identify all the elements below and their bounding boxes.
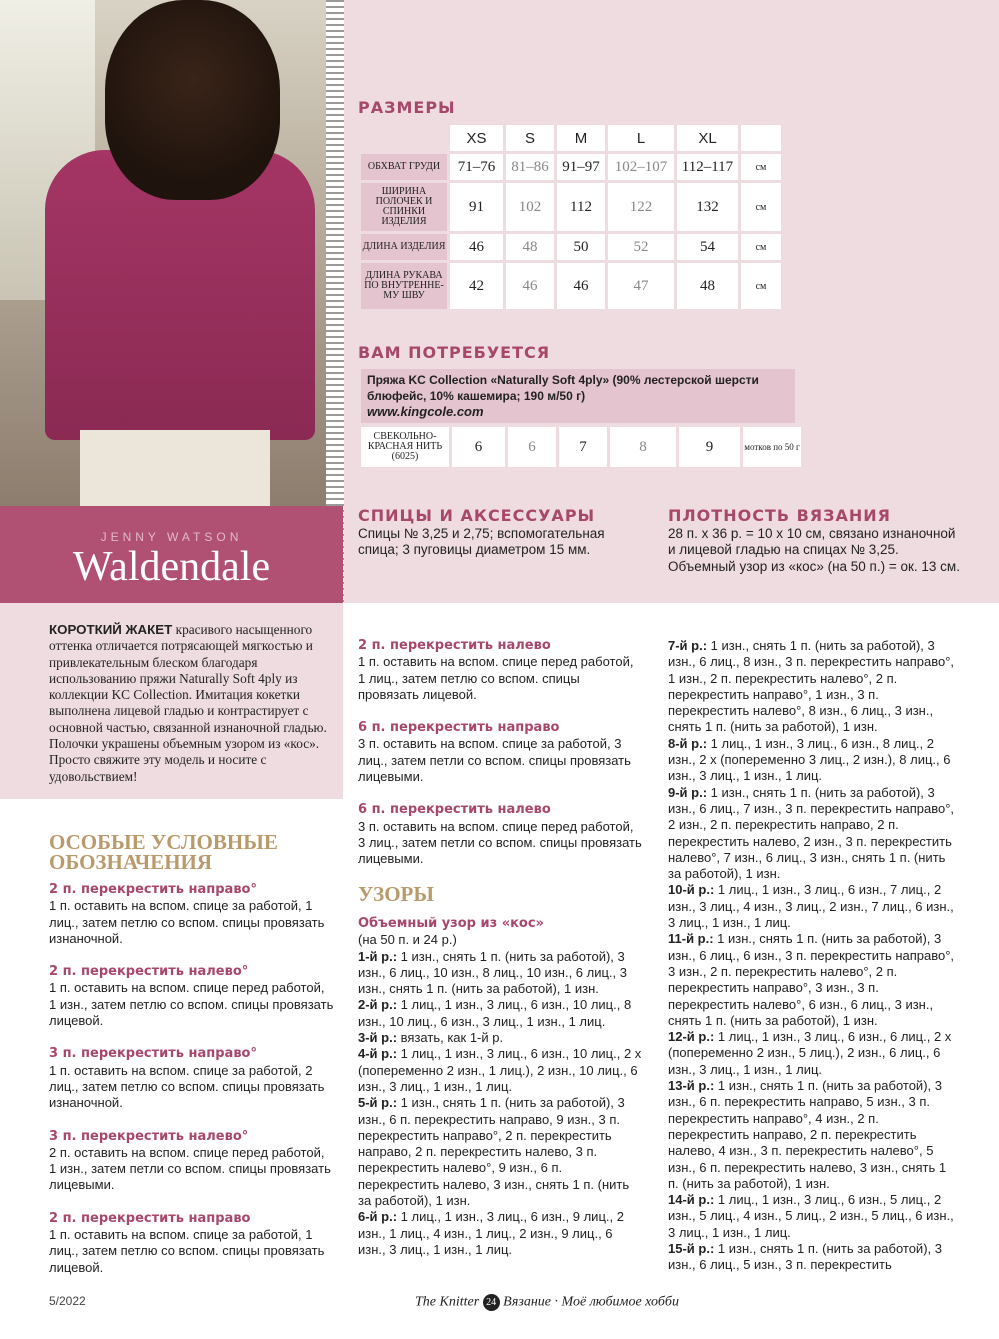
need-title: ВАМ ПОТРЕБУЕТСЯ — [358, 343, 551, 362]
pattern-subtitle: Объемный узор из «кос» — [358, 916, 544, 931]
pattern-row: 14-й р.: 1 лиц., 1 изн., 3 лиц., 6 изн., 5 лиц., 2 изн., 5 лиц., 4 изн., 5 лиц., 2 изн., 5 лиц., 6 изн., 3 лиц., 1 изн., 1 лиц. — [668, 1192, 954, 1240]
abbr-title: ОСОБЫЕ УСЛОВНЫЕ ОБОЗНАЧЕНИЯ — [49, 830, 278, 874]
abbr-item-desc: 1 п. оставить на вспом. спице за работой, 1 лиц., затем петлю со вспом. спицы провязать лицевой. — [49, 1227, 325, 1275]
abbr-item-name: 3 п. перекрестить направо° — [49, 1046, 257, 1062]
sizes-table: XS S M L XL ОБХВАТ ГРУДИ 71–76 81–86 91–97 102–107 112–117 см ШИРИНА ПОЛОЧЕК И СПИНКИ ИЗДЕЛИЯ 91 102 112 122 132 см ДЛИНА ИЗДЕЛИЯ 46 48 50 52 54 см ДЛИНА РУКАВА ПО ВНУТРЕННЕ-МУ ШВУ 42 46 46 47 48 см — [358, 122, 784, 312]
abbr-item-desc: 3 п. оставить на вспом. спице перед работой, 3 лиц., затем петли со вспом. спицы провязать лицевыми. — [358, 818, 642, 867]
abbr-item-desc: 1 п. оставить на вспом. спице перед работой, 1 изн., затем петлю со вспом. спицы провязать лицевой. — [49, 980, 334, 1029]
needles-title: СПИЦЫ И АКСЕССУАРЫ — [358, 506, 596, 525]
pattern-row: 11-й р.: 1 изн., снять 1 п. (нить за работой), 3 изн., 6 лиц., 6 изн., 3 п. перекрестить направо°, 3 изн., 2 п. перекрестить налево°, 2 п. перекрестить направо°, 3 изн., 3 п. перекрестить налево°, 6 изн., 6 лиц., 3 изн., снять 1 п. (нить за работой), 1 изн. — [668, 931, 955, 1028]
abbr-item-name: 2 п. перекрестить направо — [49, 1210, 251, 1226]
abbr-item-desc: 1 п. оставить на вспом. спице перед работой, 1 лиц., затем петлю со вспом. спицы провязать лицевой. — [358, 654, 634, 702]
abbr-item-name: 2 п. перекрестить направо° — [49, 882, 257, 897]
needles-text: Спицы № 3,25 и 2,75; вспомогательная спица; 3 пуговицы диаметром 15 мм. — [358, 526, 605, 558]
pattern-row: 12-й р.: 1 лиц., 1 изн., 3 лиц., 6 изн., 6 лиц., 2 х (попеременно 2 изн., 5 лиц.), 2 изн., 6 лиц., 6 изн., 3 лиц., 1 изн., 1 лиц. — [668, 1029, 952, 1077]
pattern-row: 10-й р.: 1 лиц., 1 изн., 3 лиц., 6 изн., 7 лиц., 2 изн., 3 лиц., 4 изн., 3 лиц., 2 изн., 7 лиц., 6 изн., 3 лиц., 1 изн., 1 лиц. — [668, 882, 954, 931]
pattern-rows-col3 — [668, 638, 960, 1274]
abbr-item-name: 2 п. перекрестить налево° — [49, 964, 249, 980]
pattern-row: 4-й р.: 1 лиц., 1 изн., 3 лиц., 6 изн., 10 лиц., 2 х (попеременно 2 изн., 1 лиц.), 2 изн., 10 лиц., 6 изн., 3 лиц., 1 изн., 1 лиц. — [358, 1046, 642, 1094]
yarn-amount-table: СВЕКОЛЬНО-КРАСНАЯ НИТЬ (6025) 6 6 7 8 9 мотков по 50 г — [358, 424, 804, 470]
abbr-list-col1 — [49, 882, 334, 1276]
pattern-row: 6-й р.: 1 лиц., 1 изн., 3 лиц., 6 изн., 9 лиц., 2 изн., 1 лиц., 4 изн., 1 лиц., 2 изн., 9 лиц., 6 изн., 3 лиц., 1 изн., 1 лиц. — [358, 1209, 624, 1257]
abbr-item-name: 2 п. перекрестить налево — [358, 638, 551, 653]
abbr-item-desc: 1 п. оставить на вспом. спице за работой, 1 лиц., затем петлю со вспом. спицы провязать изнаночной. — [49, 898, 325, 946]
pattern-row: 9-й р.: 1 изн., снять 1 п. (нить за работой), 3 изн., 6 лиц., 7 изн., 3 п. перекрестить направо°, 2 изн., 2 п. перекрестить направо, 2 п. перекрестить налево, 2 изн., 3 п. перекрестить налево°, 7 изн., 6 лиц., 3 изн., снять 1 п. (нить за работой), 1 изн. — [668, 784, 955, 882]
gauge-title: ПЛОТНОСТЬ ВЯЗАНИЯ — [668, 506, 891, 525]
pattern-row: 1-й р.: 1 изн., снять 1 п. (нить за работой), 3 изн., 6 лиц., 10 изн., 8 лиц., 10 изн., 6 лиц., 3 изн., снять 1 п. (нить за работой), 1 изн. — [358, 948, 627, 997]
footer-magazine: The Knitter 24 Вязание · Моё любимое хобби — [415, 1294, 679, 1310]
pattern-row: 15-й р.: 1 изн., снять 1 п. (нить за работой), 3 изн., 6 лиц., 5 изн., 3 п. перекрестить — [668, 1240, 942, 1273]
patterns-title: УЗОРЫ — [358, 882, 435, 906]
model-photo — [0, 0, 330, 506]
pattern-rows-col2 — [358, 916, 643, 1258]
issue-number: 5/2022 — [49, 1294, 86, 1308]
yarn-info: Пряжа KC Collection «Naturally Soft 4ply» (90% лестерской шерсти блюфейс, 10% кашемира; 190 м/50 г) www.kingcole.com — [361, 369, 795, 423]
pattern-row: 8-й р.: 1 лиц., 1 изн., 3 лиц., 6 изн., 8 лиц., 2 изн., 2 х (попеременно 3 лиц., 2 изн.), 8 лиц., 6 изн., 3 лиц., 1 изн., 1 лиц. — [668, 735, 951, 784]
pattern-note: (на 50 п. и 24 р.) — [358, 932, 457, 948]
abbr-list-col2 — [358, 638, 643, 868]
abbr-item-desc: 3 п. оставить на вспом. спице за работой, 3 лиц., затем петли со вспом. спицы провязать лицевыми. — [358, 736, 631, 785]
pattern-row: 7-й р.: 1 изн., снять 1 п. (нить за работой), 3 изн., 6 лиц., 8 изн., 3 п. перекрестить направо°, 1 изн., 2 п. перекрестить налево°, 2 п. перекрестить направо°, 1 изн., 3 п. перекрестить налево°, 8 изн., 6 лиц., 3 изн., снять 1 п. (нить за работой), 1 изн. — [668, 638, 955, 735]
sizes-title: РАЗМЕРЫ — [358, 98, 456, 117]
gauge-text: 28 п. х 36 р. = 10 х 10 см, связано изнаночной и лицевой гладью на спицах № 3,25. Объемный узор из «кос» (на 50 п.) = ок. 13 см. — [668, 526, 960, 574]
pattern-row: 5-й р.: 1 изн., снять 1 п. (нить за работой), 3 изн., 6 п. перекрестить направо, 9 изн., 3 п. перекрестить направо°, 2 п. перекрестить направо, 2 п. перекрестить налево, 3 п. перекрестить налево°, 9 изн., 6 п. перекрестить налево, 3 изн., снять 1 п. (нить за работой), 1 изн. — [358, 1095, 630, 1209]
abbr-item-name: 3 п. перекрестить налево° — [49, 1128, 249, 1144]
design-title: Waldendale — [72, 544, 271, 590]
page-number: 24 — [483, 1294, 500, 1311]
abbr-item-name: 6 п. перекрестить направо — [358, 720, 560, 736]
author-name: JENNY WATSON — [100, 530, 243, 544]
pattern-row: 13-й р.: 1 изн., снять 1 п. (нить за работой), 3 изн., 6 п. перекрестить направо, 5 изн., 3 п. перекрестить направо°, 4 изн., 2 п. перекрестить направо, 2 п. перекрестить налево, 4 изн., 3 п. перекрестить налево°, 5 изн., 6 п. перекрестить налево, 3 изн., снять 1 п. (нить за работой), 1 изн. — [668, 1078, 947, 1191]
yarn-url: www.kingcole.com — [367, 404, 484, 419]
abbr-item-name: 6 п. перекрестить налево — [358, 802, 551, 818]
abbr-item-desc: 1 п. оставить на вспом. спице за работой, 2 лиц., затем петлю со вспом. спицы провязать изнаночной. — [49, 1062, 325, 1111]
abbr-item-desc: 2 п. оставить на вспом. спице перед работой, 1 изн., затем петли со вспом. спицы провязать лицевыми. — [49, 1144, 331, 1193]
pattern-row: 2-й р.: 1 лиц., 1 изн., 3 лиц., 6 изн., 10 лиц., 8 изн., 10 лиц., 6 изн., 3 лиц., 1 изн., 1 лиц. — [358, 997, 632, 1029]
pattern-row: 3-й р.: вязать, как 1-й р. — [358, 1030, 504, 1046]
intro-text: КОРОТКИЙ ЖАКЕТ красивого насыщенного оттенка отличается потрясающей мягкостью и привлекательным блеском благодаря использованию пряжи Naturally Soft 4ply из коллекции KC Collection. Имитация кокетки выполнена лицевой гладью и контрастирует с основной частью, связанной изнаночной гладью. Полочки украшены объемным узором из «кос». Просто свяжите эту модель и носите с удовольствием! — [49, 622, 327, 784]
